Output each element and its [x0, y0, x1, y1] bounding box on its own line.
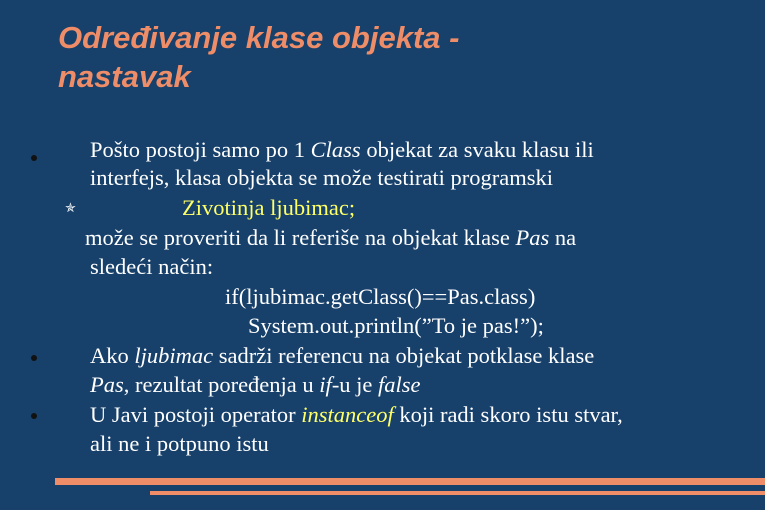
title-line-1: Određivanje klase objekta - — [58, 20, 460, 55]
bullet-dot-3 — [31, 413, 37, 419]
text-run: koji radi skoro istu stvar, — [393, 402, 623, 427]
italic-run: ljubimac — [134, 343, 214, 368]
bottom-rule-thick — [55, 478, 765, 485]
italic-run: Pas — [515, 225, 550, 250]
code-line-1: Zivotinja ljubimac; — [182, 195, 356, 220]
text-run: na — [549, 225, 577, 250]
bullet-dot-2 — [31, 355, 37, 361]
star-bullet-icon: ✯ — [65, 201, 76, 216]
slide-title — [58, 18, 738, 96]
text-run: -u je — [331, 372, 379, 397]
text-run: , rezultat poređenja u — [123, 372, 320, 397]
sub-bullet-line-2: sledeći način: — [90, 254, 214, 279]
bullet-3-line-2: ali ne i potpuno istu — [90, 431, 269, 456]
bullet-2-line-1 — [90, 343, 594, 369]
bottom-rule-thin — [150, 491, 765, 495]
bullet-1-line-2: interfejs, klasa objekta se može testirati programski — [90, 165, 553, 190]
title-line-2: nastavak — [58, 59, 191, 94]
code-line-3: System.out.println(”To je pas!”); — [248, 313, 544, 338]
bullet-2-line-2 — [90, 372, 421, 398]
text-run: U Javi postoji operator — [90, 402, 302, 427]
sub-bullet-line-1 — [85, 225, 576, 251]
bullet-3-line-1 — [90, 402, 623, 428]
text-run: sadrži referencu na objekat potklase klase — [213, 343, 595, 368]
keyword-run: instanceof — [301, 402, 394, 427]
italic-run: false — [378, 372, 421, 397]
text-run: Pošto postoji samo po 1 — [90, 137, 311, 162]
bullet-dot-1 — [31, 155, 37, 161]
text-run: objekat za svaku klasu ili — [360, 137, 594, 162]
code-line-2: if(ljubimac.getClass()==Pas.class) — [225, 284, 536, 309]
text-run: može se proveriti da li referiše na objekat klase — [85, 225, 516, 250]
italic-run: Class — [310, 137, 361, 162]
italic-run: Pas — [90, 372, 124, 397]
italic-run: if — [319, 372, 332, 397]
text-run: Ako — [90, 343, 135, 368]
bullet-1-line-1 — [90, 137, 594, 163]
